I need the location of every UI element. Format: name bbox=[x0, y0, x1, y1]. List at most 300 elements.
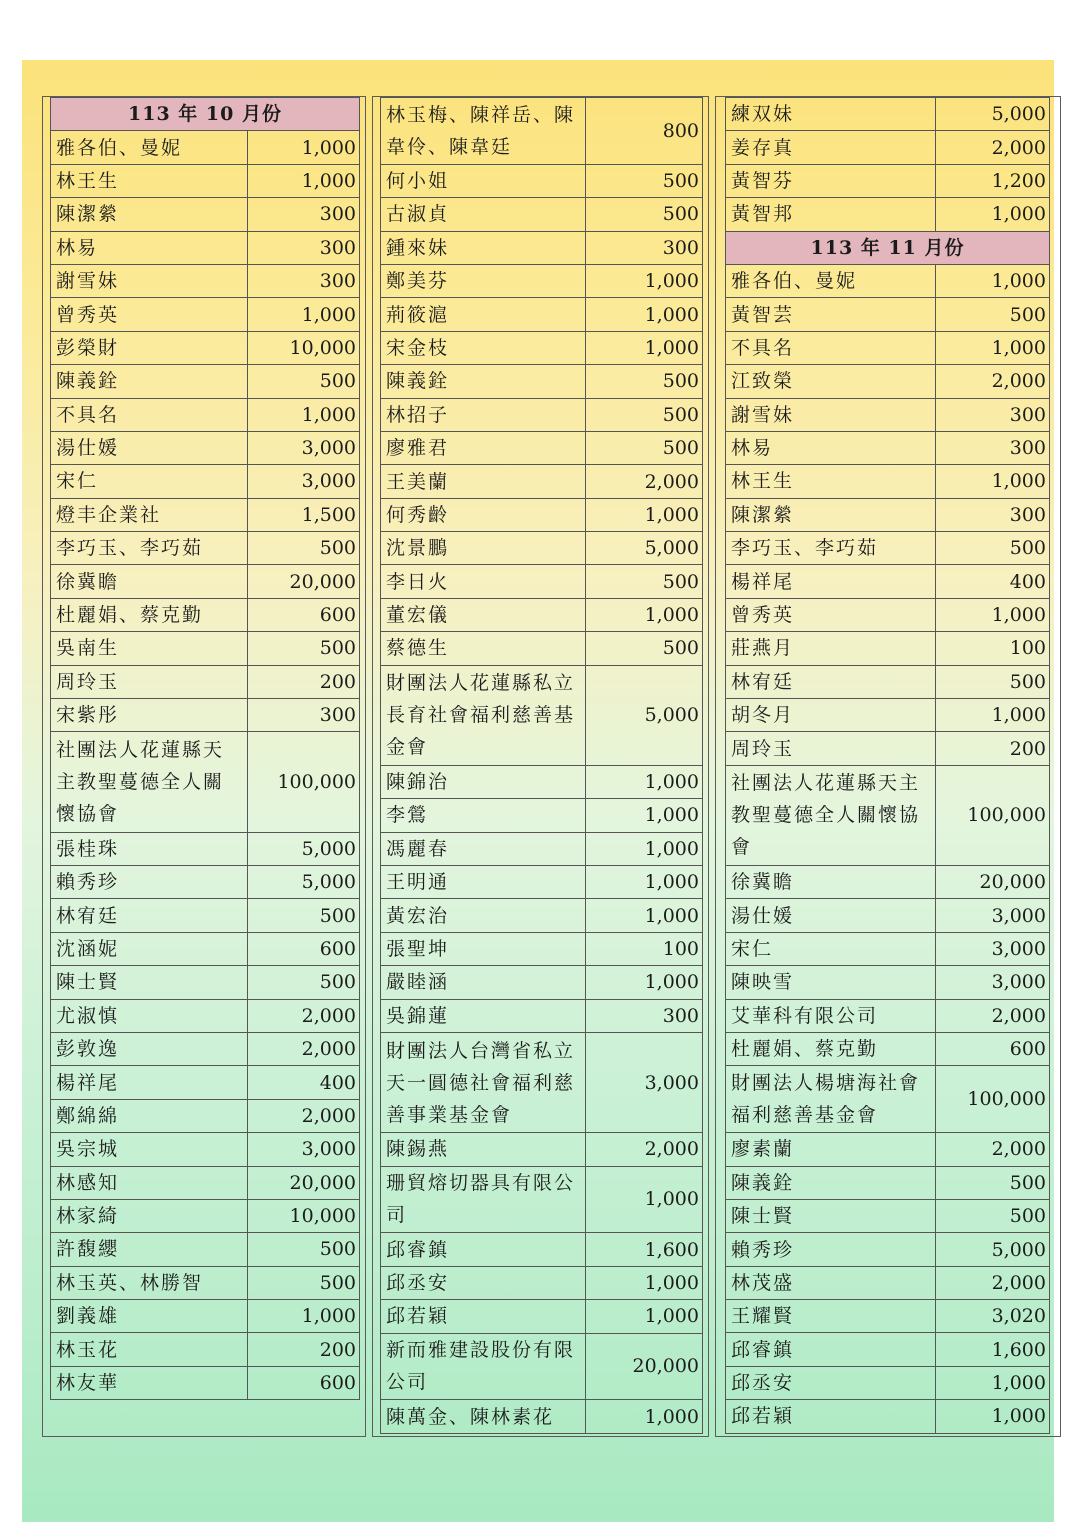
donation-amount: 500 bbox=[586, 164, 703, 197]
donation-amount: 600 bbox=[248, 1366, 360, 1399]
donor-name: 宋仁 bbox=[51, 465, 248, 498]
donation-amount: 1,000 bbox=[936, 1366, 1050, 1399]
month-header-row bbox=[51, 98, 360, 131]
table-row bbox=[51, 1300, 360, 1333]
donor-name: 王明通 bbox=[381, 866, 586, 899]
donor-name: 黃宏治 bbox=[381, 899, 586, 932]
table-row bbox=[726, 465, 1050, 498]
table-row bbox=[51, 198, 360, 231]
month-header: 113 年 11 月份 bbox=[726, 231, 1050, 264]
table-row bbox=[726, 966, 1050, 999]
donation-amount: 100 bbox=[586, 932, 703, 965]
donation-amount: 1,000 bbox=[936, 264, 1050, 297]
donation-amount: 200 bbox=[936, 732, 1050, 765]
donor-name: 陳義銓 bbox=[726, 1166, 936, 1199]
table-row bbox=[726, 331, 1050, 364]
donation-amount: 1,000 bbox=[936, 331, 1050, 364]
donation-amount: 500 bbox=[586, 565, 703, 598]
donor-name: 古淑貞 bbox=[381, 198, 586, 231]
donation-amount: 20,000 bbox=[248, 1166, 360, 1199]
donation-amount: 300 bbox=[248, 198, 360, 231]
table-row bbox=[726, 398, 1050, 431]
donation-amount: 1,000 bbox=[586, 298, 703, 331]
table-row bbox=[726, 999, 1050, 1032]
table-row bbox=[726, 932, 1050, 965]
donor-name: 謝雪妹 bbox=[726, 398, 936, 431]
table-row bbox=[726, 365, 1050, 398]
donation-amount: 20,000 bbox=[936, 866, 1050, 899]
donation-amount: 500 bbox=[248, 532, 360, 565]
donor-name: 林招子 bbox=[381, 398, 586, 431]
donation-amount: 100,000 bbox=[248, 732, 360, 832]
donor-name: 周玲玉 bbox=[51, 665, 248, 698]
table-row bbox=[51, 1366, 360, 1399]
donation-amount: 1,000 bbox=[586, 1266, 703, 1299]
donation-amount: 1,000 bbox=[586, 765, 703, 798]
donation-amount: 1,000 bbox=[586, 899, 703, 932]
table-row bbox=[381, 465, 703, 498]
table-row bbox=[726, 598, 1050, 631]
donation-amount: 1,000 bbox=[586, 264, 703, 297]
donation-amount: 3,020 bbox=[936, 1300, 1050, 1333]
donation-amount: 2,000 bbox=[936, 365, 1050, 398]
donor-name: 財團法人台灣省私立天一圓德社會福利慈善事業基金會 bbox=[381, 1032, 586, 1132]
table-row bbox=[726, 498, 1050, 531]
donation-amount: 2,000 bbox=[248, 999, 360, 1032]
donation-amount: 5,000 bbox=[586, 665, 703, 765]
donation-amount: 2,000 bbox=[936, 1266, 1050, 1299]
donor-name: 楊祥尾 bbox=[726, 565, 936, 598]
table-row bbox=[381, 899, 703, 932]
table-row bbox=[51, 1166, 360, 1199]
table-row bbox=[381, 164, 703, 197]
donor-name: 謝雪妹 bbox=[51, 264, 248, 297]
donation-amount: 600 bbox=[248, 598, 360, 631]
donation-amount: 5,000 bbox=[586, 532, 703, 565]
table-row bbox=[51, 398, 360, 431]
table-row bbox=[381, 832, 703, 865]
table-row bbox=[381, 532, 703, 565]
table-row bbox=[51, 131, 360, 164]
donation-amount: 20,000 bbox=[248, 565, 360, 598]
donation-amount: 500 bbox=[936, 532, 1050, 565]
table-row bbox=[381, 966, 703, 999]
donation-amount: 1,000 bbox=[248, 1300, 360, 1333]
donation-amount: 2,000 bbox=[248, 1099, 360, 1132]
table-row bbox=[51, 899, 360, 932]
donor-name: 黃智邦 bbox=[726, 198, 936, 231]
donation-amount: 2,000 bbox=[936, 1133, 1050, 1166]
table-row bbox=[726, 1066, 1050, 1133]
table-row bbox=[51, 999, 360, 1032]
donor-name: 江致榮 bbox=[726, 365, 936, 398]
table-row bbox=[381, 231, 703, 264]
donation-amount: 5,000 bbox=[936, 1233, 1050, 1266]
donation-amount: 1,000 bbox=[586, 498, 703, 531]
donor-name: 徐冀瞻 bbox=[51, 565, 248, 598]
table-row bbox=[726, 899, 1050, 932]
table-row bbox=[726, 264, 1050, 297]
table-row bbox=[51, 298, 360, 331]
donation-amount: 500 bbox=[586, 398, 703, 431]
donor-name: 宋金枝 bbox=[381, 331, 586, 364]
donation-amount: 3,000 bbox=[248, 1133, 360, 1166]
table-row bbox=[381, 1032, 703, 1132]
table-row bbox=[381, 264, 703, 297]
month-header-row bbox=[726, 231, 1050, 264]
donation-table-column-3 bbox=[725, 97, 1050, 1434]
donation-amount: 1,000 bbox=[936, 598, 1050, 631]
table-row bbox=[726, 532, 1050, 565]
donor-name: 陳義銓 bbox=[381, 365, 586, 398]
donor-name: 林宥廷 bbox=[726, 665, 936, 698]
donor-name: 邱若穎 bbox=[726, 1400, 936, 1433]
table-row bbox=[381, 431, 703, 464]
donation-amount: 3,000 bbox=[936, 932, 1050, 965]
table-row bbox=[51, 365, 360, 398]
donor-name: 沈景鵬 bbox=[381, 532, 586, 565]
donation-amount: 1,000 bbox=[586, 966, 703, 999]
table-row bbox=[51, 431, 360, 464]
donation-amount: 500 bbox=[248, 1266, 360, 1299]
donor-name: 廖雅君 bbox=[381, 431, 586, 464]
donor-name: 邱睿鎮 bbox=[381, 1233, 586, 1266]
donor-name: 莊燕月 bbox=[726, 632, 936, 665]
donor-name: 雅各伯、曼妮 bbox=[51, 131, 248, 164]
donation-amount: 3,000 bbox=[586, 1032, 703, 1132]
donor-name: 吳南生 bbox=[51, 632, 248, 665]
table-row bbox=[726, 1333, 1050, 1366]
donation-amount: 2,000 bbox=[586, 465, 703, 498]
donation-amount: 400 bbox=[936, 565, 1050, 598]
donor-name: 陳潔縈 bbox=[726, 498, 936, 531]
donor-name: 陳義銓 bbox=[51, 365, 248, 398]
donor-name: 財團法人花蓮縣私立長育社會福利慈善基金會 bbox=[381, 665, 586, 765]
table-row bbox=[726, 131, 1050, 164]
donation-amount: 2,000 bbox=[248, 1032, 360, 1065]
donor-name: 林王生 bbox=[726, 465, 936, 498]
donation-amount: 100 bbox=[936, 632, 1050, 665]
donation-amount: 500 bbox=[936, 1166, 1050, 1199]
donor-name: 吳宗城 bbox=[51, 1133, 248, 1166]
donation-amount: 3,000 bbox=[936, 899, 1050, 932]
table-row bbox=[381, 298, 703, 331]
donation-amount: 500 bbox=[936, 1199, 1050, 1232]
donor-name: 不具名 bbox=[51, 398, 248, 431]
donation-amount: 400 bbox=[248, 1066, 360, 1099]
donation-amount: 300 bbox=[586, 999, 703, 1032]
donor-name: 陳錫燕 bbox=[381, 1133, 586, 1166]
donor-name: 林易 bbox=[726, 431, 936, 464]
donor-name: 廖素蘭 bbox=[726, 1133, 936, 1166]
table-row bbox=[51, 966, 360, 999]
donation-amount: 1,000 bbox=[248, 298, 360, 331]
donation-amount: 1,000 bbox=[936, 465, 1050, 498]
table-row bbox=[381, 866, 703, 899]
donor-name: 林玉梅、陳祥岳、陳韋伶、陳韋廷 bbox=[381, 98, 586, 165]
donor-name: 林玉英、林勝智 bbox=[51, 1266, 248, 1299]
donation-amount: 1,000 bbox=[586, 1400, 703, 1433]
donor-name: 李鶯 bbox=[381, 799, 586, 832]
donation-amount: 500 bbox=[248, 365, 360, 398]
table-row bbox=[51, 699, 360, 732]
table-row bbox=[381, 331, 703, 364]
table-row bbox=[726, 732, 1050, 765]
donation-amount: 2,000 bbox=[936, 131, 1050, 164]
donor-name: 邱丞安 bbox=[381, 1266, 586, 1299]
donor-name: 楊祥尾 bbox=[51, 1066, 248, 1099]
donor-name: 湯仕媛 bbox=[726, 899, 936, 932]
donation-amount: 500 bbox=[936, 298, 1050, 331]
donor-name: 湯仕媛 bbox=[51, 431, 248, 464]
table-row bbox=[51, 498, 360, 531]
table-row bbox=[726, 198, 1050, 231]
donation-amount: 1,600 bbox=[936, 1333, 1050, 1366]
donation-amount: 100,000 bbox=[936, 1066, 1050, 1133]
table-row bbox=[51, 231, 360, 264]
table-row bbox=[381, 1300, 703, 1333]
table-row bbox=[726, 699, 1050, 732]
table-row bbox=[381, 799, 703, 832]
donor-name: 杜麗娟、蔡克勤 bbox=[726, 1032, 936, 1065]
donor-name: 王耀賢 bbox=[726, 1300, 936, 1333]
table-row bbox=[381, 1166, 703, 1233]
donor-name: 財團法人楊塘海社會福利慈善基金會 bbox=[726, 1066, 936, 1133]
donation-amount: 500 bbox=[248, 899, 360, 932]
donor-name: 何秀齡 bbox=[381, 498, 586, 531]
donor-name: 新而雅建設股份有限公司 bbox=[381, 1333, 586, 1400]
donation-table-column-2 bbox=[380, 97, 703, 1434]
table-row bbox=[51, 932, 360, 965]
donation-amount: 800 bbox=[586, 98, 703, 165]
donation-amount: 300 bbox=[936, 498, 1050, 531]
table-row bbox=[381, 1400, 703, 1433]
table-row bbox=[51, 1266, 360, 1299]
donation-amount: 1,000 bbox=[586, 331, 703, 364]
donor-name: 邱丞安 bbox=[726, 1366, 936, 1399]
donor-name: 許馥纓 bbox=[51, 1233, 248, 1266]
donation-amount: 3,000 bbox=[936, 966, 1050, 999]
donor-name: 鄭美芬 bbox=[381, 264, 586, 297]
donation-amount: 1,000 bbox=[936, 699, 1050, 732]
donor-name: 宋仁 bbox=[726, 932, 936, 965]
donor-name: 邱若穎 bbox=[381, 1300, 586, 1333]
donor-name: 社團法人花蓮縣天主教聖蔓德全人關懷協會 bbox=[51, 732, 248, 832]
table-row bbox=[726, 765, 1050, 865]
donor-name: 賴秀珍 bbox=[51, 866, 248, 899]
donor-name: 邱睿鎮 bbox=[726, 1333, 936, 1366]
donation-table-column-1 bbox=[50, 97, 360, 1400]
donation-amount: 1,000 bbox=[248, 398, 360, 431]
donation-amount: 1,000 bbox=[586, 598, 703, 631]
donor-name: 張桂珠 bbox=[51, 832, 248, 865]
donation-amount: 300 bbox=[586, 231, 703, 264]
table-row bbox=[381, 665, 703, 765]
donor-name: 陳萬金、陳林素花 bbox=[381, 1400, 586, 1433]
donation-amount: 500 bbox=[586, 431, 703, 464]
donor-name: 宋紫彤 bbox=[51, 699, 248, 732]
table-row bbox=[51, 1199, 360, 1232]
donation-amount: 1,200 bbox=[936, 164, 1050, 197]
donation-amount: 2,000 bbox=[936, 999, 1050, 1032]
donation-amount: 500 bbox=[586, 632, 703, 665]
donor-name: 黃智芸 bbox=[726, 298, 936, 331]
donor-name: 曾秀英 bbox=[726, 598, 936, 631]
donation-amount: 10,000 bbox=[248, 1199, 360, 1232]
table-row bbox=[51, 732, 360, 832]
donation-amount: 600 bbox=[248, 932, 360, 965]
table-row bbox=[51, 598, 360, 631]
donor-name: 劉義雄 bbox=[51, 1300, 248, 1333]
donation-amount: 1,000 bbox=[586, 866, 703, 899]
donation-amount: 100,000 bbox=[936, 765, 1050, 865]
donation-amount: 5,000 bbox=[248, 832, 360, 865]
donor-name: 荊筱滬 bbox=[381, 298, 586, 331]
donor-name: 黃智芬 bbox=[726, 164, 936, 197]
donation-amount: 200 bbox=[248, 665, 360, 698]
table-row bbox=[726, 1199, 1050, 1232]
table-row bbox=[51, 1066, 360, 1099]
table-row bbox=[51, 832, 360, 865]
table-row bbox=[51, 465, 360, 498]
table-row bbox=[381, 98, 703, 165]
donor-name: 李巧玉、李巧茹 bbox=[51, 532, 248, 565]
donor-name: 陳錦治 bbox=[381, 765, 586, 798]
donation-amount: 1,000 bbox=[248, 131, 360, 164]
donor-name: 李日火 bbox=[381, 565, 586, 598]
donation-amount: 300 bbox=[936, 431, 1050, 464]
donor-name: 張聖坤 bbox=[381, 932, 586, 965]
donation-amount: 200 bbox=[248, 1333, 360, 1366]
table-row bbox=[381, 932, 703, 965]
table-row bbox=[726, 1233, 1050, 1266]
donation-amount: 500 bbox=[936, 665, 1050, 698]
table-row bbox=[381, 565, 703, 598]
table-row bbox=[51, 866, 360, 899]
table-row bbox=[381, 1233, 703, 1266]
donor-name: 曾秀英 bbox=[51, 298, 248, 331]
donor-name: 林宥廷 bbox=[51, 899, 248, 932]
donation-amount: 1,000 bbox=[586, 1300, 703, 1333]
donor-name: 徐冀瞻 bbox=[726, 866, 936, 899]
donor-name: 練双妹 bbox=[726, 98, 936, 131]
table-row bbox=[51, 264, 360, 297]
donor-name: 陳潔縈 bbox=[51, 198, 248, 231]
donation-amount: 1,000 bbox=[936, 198, 1050, 231]
donation-amount: 300 bbox=[936, 398, 1050, 431]
table-row bbox=[381, 1266, 703, 1299]
donation-amount: 1,000 bbox=[936, 1400, 1050, 1433]
donation-amount: 2,000 bbox=[586, 1133, 703, 1166]
table-row bbox=[51, 331, 360, 364]
table-row bbox=[381, 765, 703, 798]
table-row bbox=[726, 98, 1050, 131]
donor-name: 陳映雪 bbox=[726, 966, 936, 999]
table-row bbox=[726, 1300, 1050, 1333]
table-row bbox=[381, 632, 703, 665]
table-row bbox=[51, 1099, 360, 1132]
table-row bbox=[51, 1133, 360, 1166]
donor-name: 珊貿熔切器具有限公司 bbox=[381, 1166, 586, 1233]
donor-name: 胡冬月 bbox=[726, 699, 936, 732]
donor-name: 林易 bbox=[51, 231, 248, 264]
table-row bbox=[726, 431, 1050, 464]
donor-name: 雅各伯、曼妮 bbox=[726, 264, 936, 297]
table-row bbox=[726, 1133, 1050, 1166]
donor-name: 林家綺 bbox=[51, 1199, 248, 1232]
donation-amount: 500 bbox=[248, 1233, 360, 1266]
donation-amount: 5,000 bbox=[248, 866, 360, 899]
donation-amount: 1,500 bbox=[248, 498, 360, 531]
donation-amount: 300 bbox=[248, 231, 360, 264]
table-row bbox=[51, 632, 360, 665]
donor-name: 鍾來妹 bbox=[381, 231, 586, 264]
table-row bbox=[381, 398, 703, 431]
donation-amount: 1,000 bbox=[586, 1166, 703, 1233]
month-header: 113 年 10 月份 bbox=[51, 98, 360, 131]
donation-amount: 500 bbox=[586, 198, 703, 231]
donor-name: 彭敦逸 bbox=[51, 1032, 248, 1065]
donation-amount: 300 bbox=[248, 264, 360, 297]
table-row bbox=[381, 999, 703, 1032]
donation-amount: 500 bbox=[586, 365, 703, 398]
table-row bbox=[381, 198, 703, 231]
donor-name: 杜麗娟、蔡克勤 bbox=[51, 598, 248, 631]
table-row bbox=[726, 565, 1050, 598]
donor-name: 燈丰企業社 bbox=[51, 498, 248, 531]
donor-name: 林感知 bbox=[51, 1166, 248, 1199]
table-row bbox=[381, 498, 703, 531]
table-row bbox=[51, 565, 360, 598]
table-row bbox=[726, 632, 1050, 665]
donor-name: 林茂盛 bbox=[726, 1266, 936, 1299]
donor-name: 沈涵妮 bbox=[51, 932, 248, 965]
table-row bbox=[51, 164, 360, 197]
donor-name: 賴秀珍 bbox=[726, 1233, 936, 1266]
donor-name: 不具名 bbox=[726, 331, 936, 364]
table-row bbox=[726, 1266, 1050, 1299]
table-row bbox=[381, 365, 703, 398]
donor-name: 彭榮財 bbox=[51, 331, 248, 364]
table-row bbox=[726, 1366, 1050, 1399]
donor-name: 吳錦蓮 bbox=[381, 999, 586, 1032]
donor-name: 嚴睦涵 bbox=[381, 966, 586, 999]
donation-amount: 300 bbox=[248, 699, 360, 732]
donation-amount: 3,000 bbox=[248, 431, 360, 464]
donation-amount: 1,000 bbox=[586, 832, 703, 865]
donor-name: 何小姐 bbox=[381, 164, 586, 197]
donation-amount: 10,000 bbox=[248, 331, 360, 364]
donor-name: 李巧玉、李巧茹 bbox=[726, 532, 936, 565]
table-row bbox=[726, 298, 1050, 331]
donation-amount: 5,000 bbox=[936, 98, 1050, 131]
donation-amount: 1,000 bbox=[586, 799, 703, 832]
donor-name: 艾華科有限公司 bbox=[726, 999, 936, 1032]
table-row bbox=[726, 1032, 1050, 1065]
table-row bbox=[51, 1032, 360, 1065]
donor-name: 林玉花 bbox=[51, 1333, 248, 1366]
donor-name: 王美蘭 bbox=[381, 465, 586, 498]
donor-name: 周玲玉 bbox=[726, 732, 936, 765]
donor-name: 社團法人花蓮縣天主教聖蔓德全人關懷協會 bbox=[726, 765, 936, 865]
table-row bbox=[381, 1133, 703, 1166]
donor-name: 陳士賢 bbox=[51, 966, 248, 999]
donor-name: 林王生 bbox=[51, 164, 248, 197]
donation-amount: 20,000 bbox=[586, 1333, 703, 1400]
donor-name: 馮麗春 bbox=[381, 832, 586, 865]
table-row bbox=[51, 1233, 360, 1266]
table-row bbox=[51, 532, 360, 565]
